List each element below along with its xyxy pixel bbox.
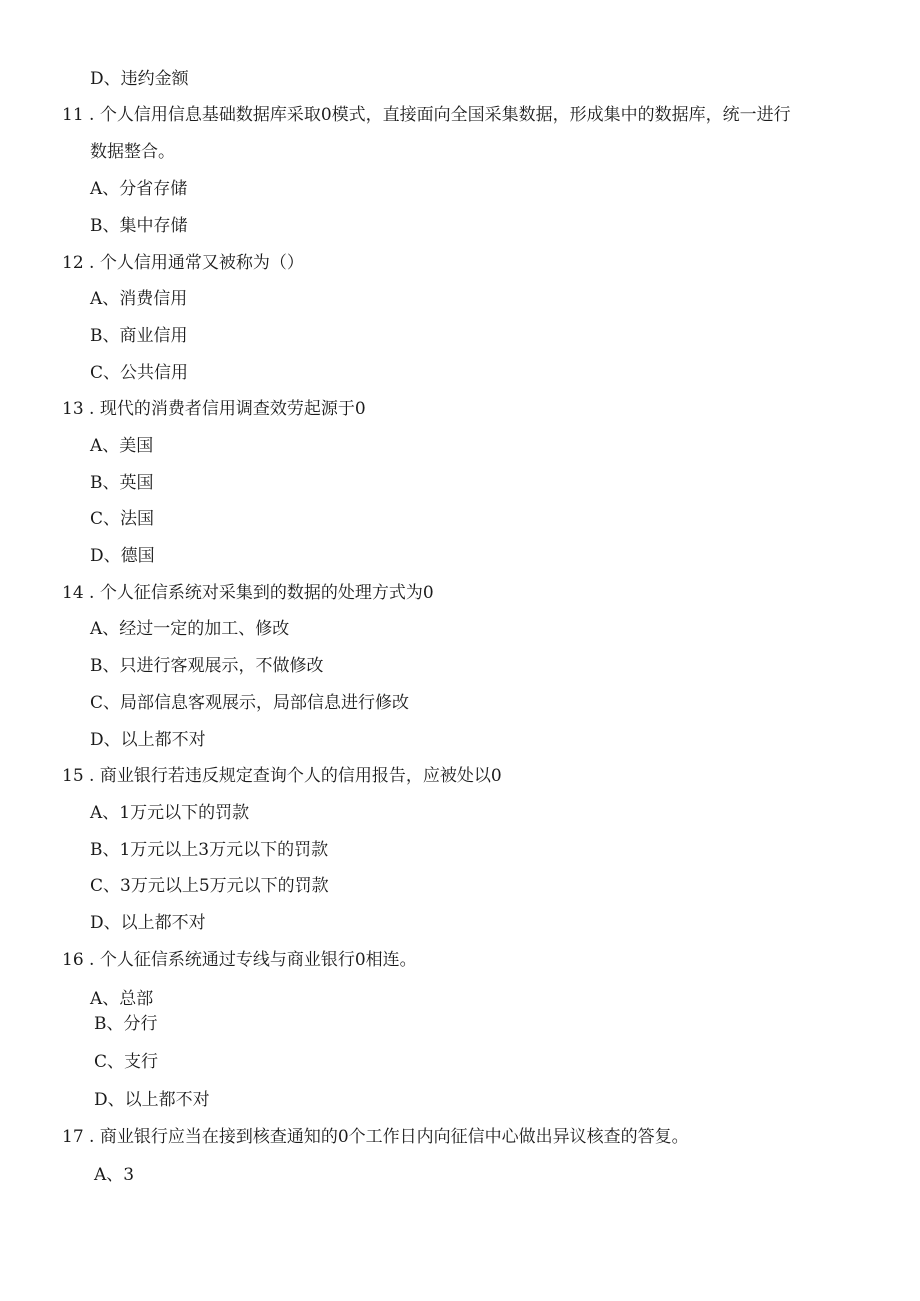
q15-stem: 15 . 商业银行若违反规定查询个人的信用报告，应被处以0 bbox=[62, 766, 502, 786]
q15-option-b: B、1万元以上3万元以下的罚款 bbox=[90, 840, 329, 860]
q16-option-d: D、以上都不对 bbox=[94, 1090, 210, 1110]
q10-option-d: D、违约金额 bbox=[90, 69, 189, 89]
q13-option-c: C、法国 bbox=[90, 509, 155, 529]
q13-option-b: B、英国 bbox=[90, 473, 154, 493]
q15-option-c: C、3万元以上5万元以下的罚款 bbox=[90, 876, 329, 896]
q13-option-d: D、德国 bbox=[90, 546, 155, 566]
q14-option-a: A、经过一定的加工、修改 bbox=[90, 619, 290, 639]
q17-option-a: A、3 bbox=[94, 1165, 135, 1185]
q16-stem: 16 . 个人征信系统通过专线与商业银行0相连。 bbox=[62, 950, 417, 970]
q16-option-b: B、分行 bbox=[94, 1014, 158, 1034]
q12-option-a: A、消费信用 bbox=[90, 289, 188, 309]
q16-option-a: A、总部 bbox=[90, 989, 154, 1009]
q13-option-a: A、美国 bbox=[90, 436, 154, 456]
q15-option-d: D、以上都不对 bbox=[90, 913, 206, 933]
q12-option-b: B、商业信用 bbox=[90, 326, 188, 346]
q11-option-b: B、集中存储 bbox=[90, 216, 188, 236]
q13-stem: 13 . 现代的消费者信用调查效劳起源于0 bbox=[62, 399, 366, 419]
q16-option-c: C、支行 bbox=[94, 1052, 159, 1072]
q12-stem: 12 . 个人信用通常又被称为（） bbox=[62, 253, 304, 273]
q11-stem-cont: 数据整合。 bbox=[90, 142, 175, 162]
q11-stem: 11 . 个人信用信息基础数据库采取0模式，直接面向全国采集数据，形成集中的数据库，统一进行 bbox=[62, 105, 791, 125]
q14-option-b: B、只进行客观展示，不做修改 bbox=[90, 656, 324, 676]
q14-stem: 14 . 个人征信系统对采集到的数据的处理方式为0 bbox=[62, 583, 434, 603]
q14-option-d: D、以上都不对 bbox=[90, 730, 206, 750]
q15-option-a: A、1万元以下的罚款 bbox=[90, 803, 250, 823]
q17-stem: 17 . 商业银行应当在接到核查通知的0个工作日内向征信中心做出异议核查的答复。 bbox=[62, 1127, 689, 1147]
q11-option-a: A、分省存储 bbox=[90, 179, 188, 199]
q14-option-c: C、局部信息客观展示，局部信息进行修改 bbox=[90, 693, 410, 713]
q12-option-c: C、公共信用 bbox=[90, 363, 189, 383]
